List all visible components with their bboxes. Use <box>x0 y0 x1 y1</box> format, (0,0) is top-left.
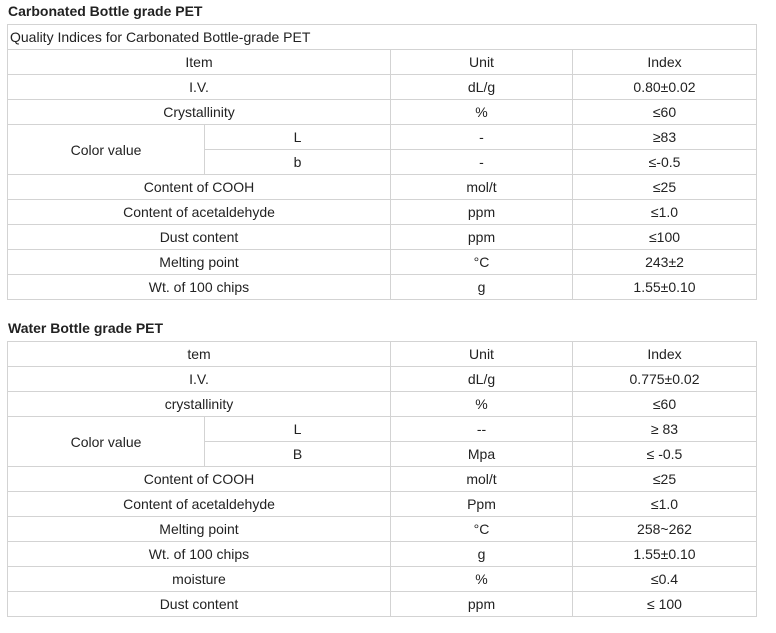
cell-item: I.V. <box>8 75 391 100</box>
header-unit: Unit <box>391 50 573 75</box>
section-title-carbonated: Carbonated Bottle grade PET <box>8 3 203 19</box>
cell-unit: Ppm <box>391 492 573 517</box>
cell-subitem: L <box>205 417 391 442</box>
table-row <box>8 225 757 250</box>
cell-index: ≤ 100 <box>573 592 757 617</box>
table-row <box>8 492 757 517</box>
cell-index: ≤1.0 <box>573 200 757 225</box>
cell-item: Melting point <box>8 517 391 542</box>
section-title-water: Water Bottle grade PET <box>8 320 164 336</box>
cell-item: I.V. <box>8 367 391 392</box>
cell-item: Wt. of 100 chips <box>8 275 391 300</box>
cell-subitem: L <box>205 125 391 150</box>
cell-unit: - <box>391 150 573 175</box>
cell-index: 1.55±0.10 <box>573 542 757 567</box>
cell-unit: g <box>391 275 573 300</box>
cell-item: Dust content <box>8 225 391 250</box>
cell-unit: % <box>391 392 573 417</box>
table-caption: Quality Indices for Carbonated Bottle-grade PET <box>8 25 757 50</box>
cell-unit: mol/t <box>391 175 573 200</box>
cell-item-group: Color value <box>8 417 205 467</box>
cell-subitem: B <box>205 442 391 467</box>
table-row <box>8 542 757 567</box>
cell-subitem: b <box>205 150 391 175</box>
table-row <box>8 175 757 200</box>
cell-unit: ppm <box>391 592 573 617</box>
cell-index: ≤100 <box>573 225 757 250</box>
cell-item: Content of COOH <box>8 175 391 200</box>
table-caption-row <box>8 25 757 50</box>
table-row <box>8 367 757 392</box>
table-row <box>8 75 757 100</box>
cell-item: Crystallinity <box>8 100 391 125</box>
header-unit: Unit <box>391 342 573 367</box>
table-row <box>8 125 757 150</box>
cell-index: ≤60 <box>573 392 757 417</box>
cell-unit: °C <box>391 250 573 275</box>
cell-index: ≤0.4 <box>573 567 757 592</box>
cell-index: ≤25 <box>573 467 757 492</box>
header-item: Item <box>8 50 391 75</box>
table-row <box>8 275 757 300</box>
table-header-row <box>8 342 757 367</box>
cell-unit: % <box>391 100 573 125</box>
cell-unit: % <box>391 567 573 592</box>
cell-index: 1.55±0.10 <box>573 275 757 300</box>
water-pet-spec-table <box>7 341 757 617</box>
cell-item: moisture <box>8 567 391 592</box>
table-row <box>8 100 757 125</box>
cell-index: ≤60 <box>573 100 757 125</box>
cell-index: 258~262 <box>573 517 757 542</box>
carbonated-pet-spec-table <box>7 24 757 300</box>
cell-unit: -- <box>391 417 573 442</box>
table-row <box>8 467 757 492</box>
cell-index: ≥83 <box>573 125 757 150</box>
cell-item: crystallinity <box>8 392 391 417</box>
cell-unit: ppm <box>391 225 573 250</box>
table-row <box>8 417 757 442</box>
cell-unit: ppm <box>391 200 573 225</box>
table-row <box>8 200 757 225</box>
cell-item: Wt. of 100 chips <box>8 542 391 567</box>
cell-unit: Mpa <box>391 442 573 467</box>
cell-unit: °C <box>391 517 573 542</box>
cell-unit: dL/g <box>391 75 573 100</box>
header-item: tem <box>8 342 391 367</box>
cell-index: ≤1.0 <box>573 492 757 517</box>
table-row <box>8 567 757 592</box>
cell-index: ≤ -0.5 <box>573 442 757 467</box>
cell-index: 243±2 <box>573 250 757 275</box>
table-row <box>8 392 757 417</box>
header-index: Index <box>573 342 757 367</box>
cell-index: ≥ 83 <box>573 417 757 442</box>
cell-index: 0.775±0.02 <box>573 367 757 392</box>
cell-item: Content of COOH <box>8 467 391 492</box>
cell-item: Content of acetaldehyde <box>8 200 391 225</box>
cell-item: Dust content <box>8 592 391 617</box>
table-row <box>8 250 757 275</box>
cell-item: Content of acetaldehyde <box>8 492 391 517</box>
cell-index: 0.80±0.02 <box>573 75 757 100</box>
cell-unit: g <box>391 542 573 567</box>
cell-item-group: Color value <box>8 125 205 175</box>
cell-unit: mol/t <box>391 467 573 492</box>
header-index: Index <box>573 50 757 75</box>
table-row <box>8 517 757 542</box>
table-row <box>8 592 757 617</box>
cell-unit: - <box>391 125 573 150</box>
table-header-row <box>8 50 757 75</box>
cell-unit: dL/g <box>391 367 573 392</box>
cell-index: ≤-0.5 <box>573 150 757 175</box>
cell-index: ≤25 <box>573 175 757 200</box>
cell-item: Melting point <box>8 250 391 275</box>
